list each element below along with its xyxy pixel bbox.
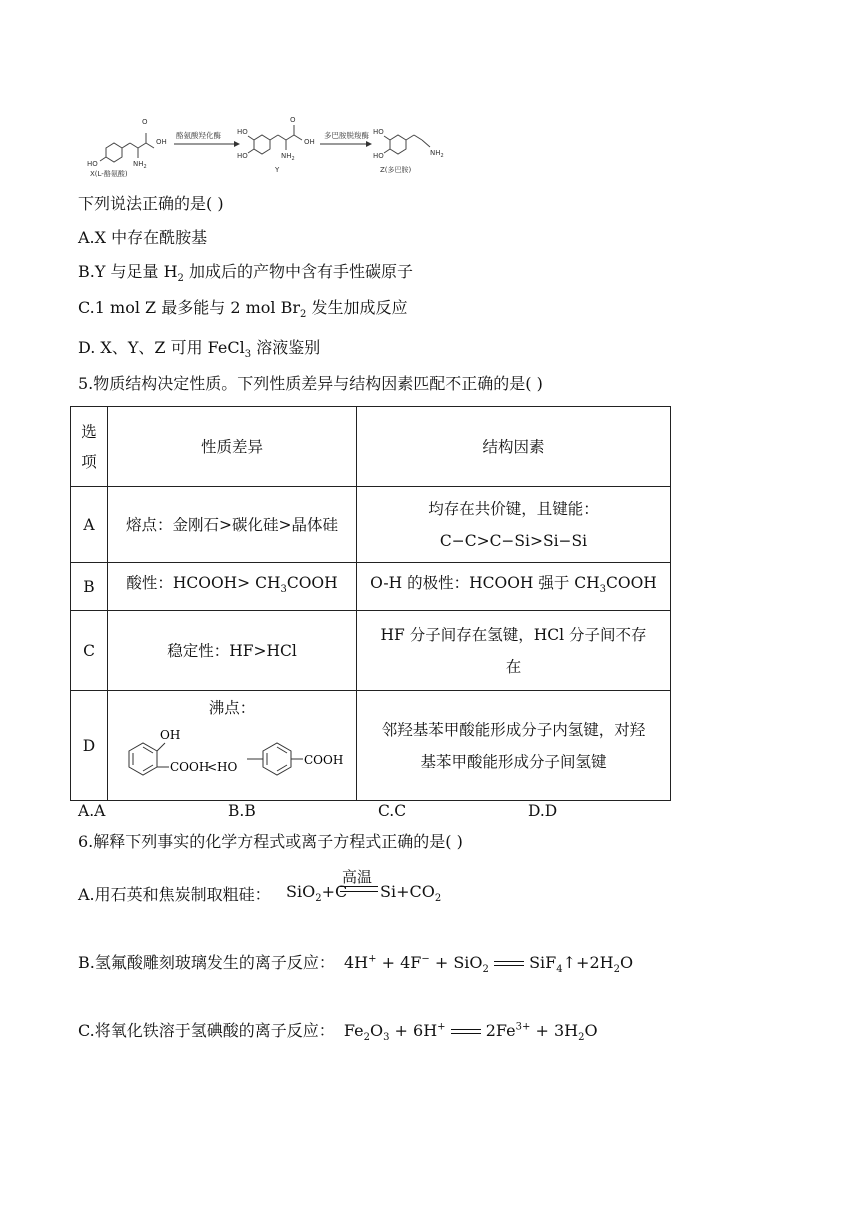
svg-text:OH: OH (160, 728, 181, 742)
z-nh2: $NH_2$ (430, 149, 444, 159)
x-nh2: $NH_2$ (133, 160, 147, 170)
svg-text:<HO: <HO (207, 760, 238, 774)
y-nh2: $NH_2$ (281, 152, 295, 162)
arrow-1-head (234, 141, 240, 147)
x-ho: HO (87, 160, 98, 168)
table-row (71, 487, 671, 563)
table-row (71, 611, 671, 691)
row-a-property: 熔点：金刚石>碳化硅>晶体硅 (108, 487, 357, 563)
q4-option-d: D. X、Y、Z 可用 FeCl$_3$ 溶液鉴别 (78, 338, 321, 361)
row-a-option: A (71, 487, 108, 563)
enzyme-1: 酪氨酸羟化酶 (176, 131, 221, 140)
q6-option-c: C.将氧化铁溶于氢碘酸的离子反应： $Fe_2O_3 + 6H^+$ $2Fe^{3+} + 3H_2O$ (78, 1021, 598, 1044)
row-c-structure: HF 分子间存在氢键，HCl 分子间不存 在 (357, 611, 671, 691)
molecule-z (384, 135, 430, 154)
reaction-scheme (84, 100, 444, 178)
equals-sign (340, 886, 378, 892)
row-b-structure: O-H 的极性：HCOOH 强于 $CH_3COOH$ (357, 563, 671, 611)
row-c-option: C (71, 611, 108, 691)
table-header-row (71, 407, 671, 487)
table-row (71, 691, 671, 801)
label-x: X(L-酪氨酸) (90, 170, 128, 178)
x-o: O (142, 118, 148, 126)
label-z: Z(多巴胺) (380, 166, 412, 174)
header-property: 性质差异 (108, 407, 357, 487)
y-oh: OH (304, 138, 315, 146)
z-ho-1: HO (373, 128, 384, 136)
q5-choice-a: A.A (78, 802, 106, 820)
hydroxybenzoic-acids-structures (115, 721, 349, 783)
equals-sign (494, 961, 524, 966)
molecule-x (100, 133, 154, 162)
equals-sign (451, 1029, 481, 1034)
q4-option-b: B.Y 与足量 $H_2$ 加成后的产物中含有手性碳原子 (78, 262, 414, 285)
enzyme-2: 多巴胺脱羧酶 (324, 131, 369, 140)
q5-choice-b: B.B (228, 802, 256, 820)
q5-table (70, 406, 671, 801)
row-b-option: B (71, 563, 108, 611)
y-ho-2: HO (237, 152, 248, 160)
q5-stem: 5.物质结构决定性质。下列性质差异与结构因素匹配不正确的是( ) (78, 374, 543, 393)
row-c-property: 稳定性：HF>HCl (108, 611, 357, 691)
header-option: 选项 (71, 407, 108, 487)
y-ho-1: HO (237, 128, 248, 136)
q6-option-b: B.氢氟酸雕刻玻璃发生的离子反应： 4H+ + 4F− + SiO$_2$ $SiF_4↑+2H_2O$ (78, 953, 634, 976)
condition-high-temp: 高温 (342, 868, 373, 886)
q6-stem: 6.解释下列事实的化学方程式或离子方程式正确的是( ) (78, 832, 463, 851)
row-d-property: 沸点： OH COOH <HO COOH (108, 691, 357, 801)
row-b-property: 酸性：HCOOH> $CH_3COOH$ (108, 563, 357, 611)
svg-text:COOH: COOH (304, 753, 344, 767)
z-ho-2: HO (373, 152, 384, 160)
molecule-y (248, 125, 302, 154)
row-a-structure: 均存在共价键，且键能： C−C>C−Si>Si−Si (357, 487, 671, 563)
q5-choice-d: D.D (528, 802, 558, 820)
y-o: O (290, 116, 296, 124)
q5-choice-c: C.C (378, 802, 407, 820)
q4-option-c: C.1 mol Z 最多能与 2 mol $Br_2$ 发生加成反应 (78, 298, 408, 321)
q4-stem: 下列说法正确的是( ) (78, 194, 224, 213)
arrow-2-head (366, 141, 372, 147)
header-structure: 结构因素 (357, 407, 671, 487)
label-y: Y (275, 166, 280, 174)
row-d-option: D (71, 691, 108, 801)
x-oh: OH (156, 138, 167, 146)
svg-text:COOH: COOH (170, 760, 210, 774)
row-d-structure: 邻羟基苯甲酸能形成分子内氢键，对羟 基苯甲酸能形成分子间氢键 (357, 691, 671, 801)
table-row (71, 563, 671, 611)
q4-option-a: A.X 中存在酰胺基 (78, 228, 208, 247)
